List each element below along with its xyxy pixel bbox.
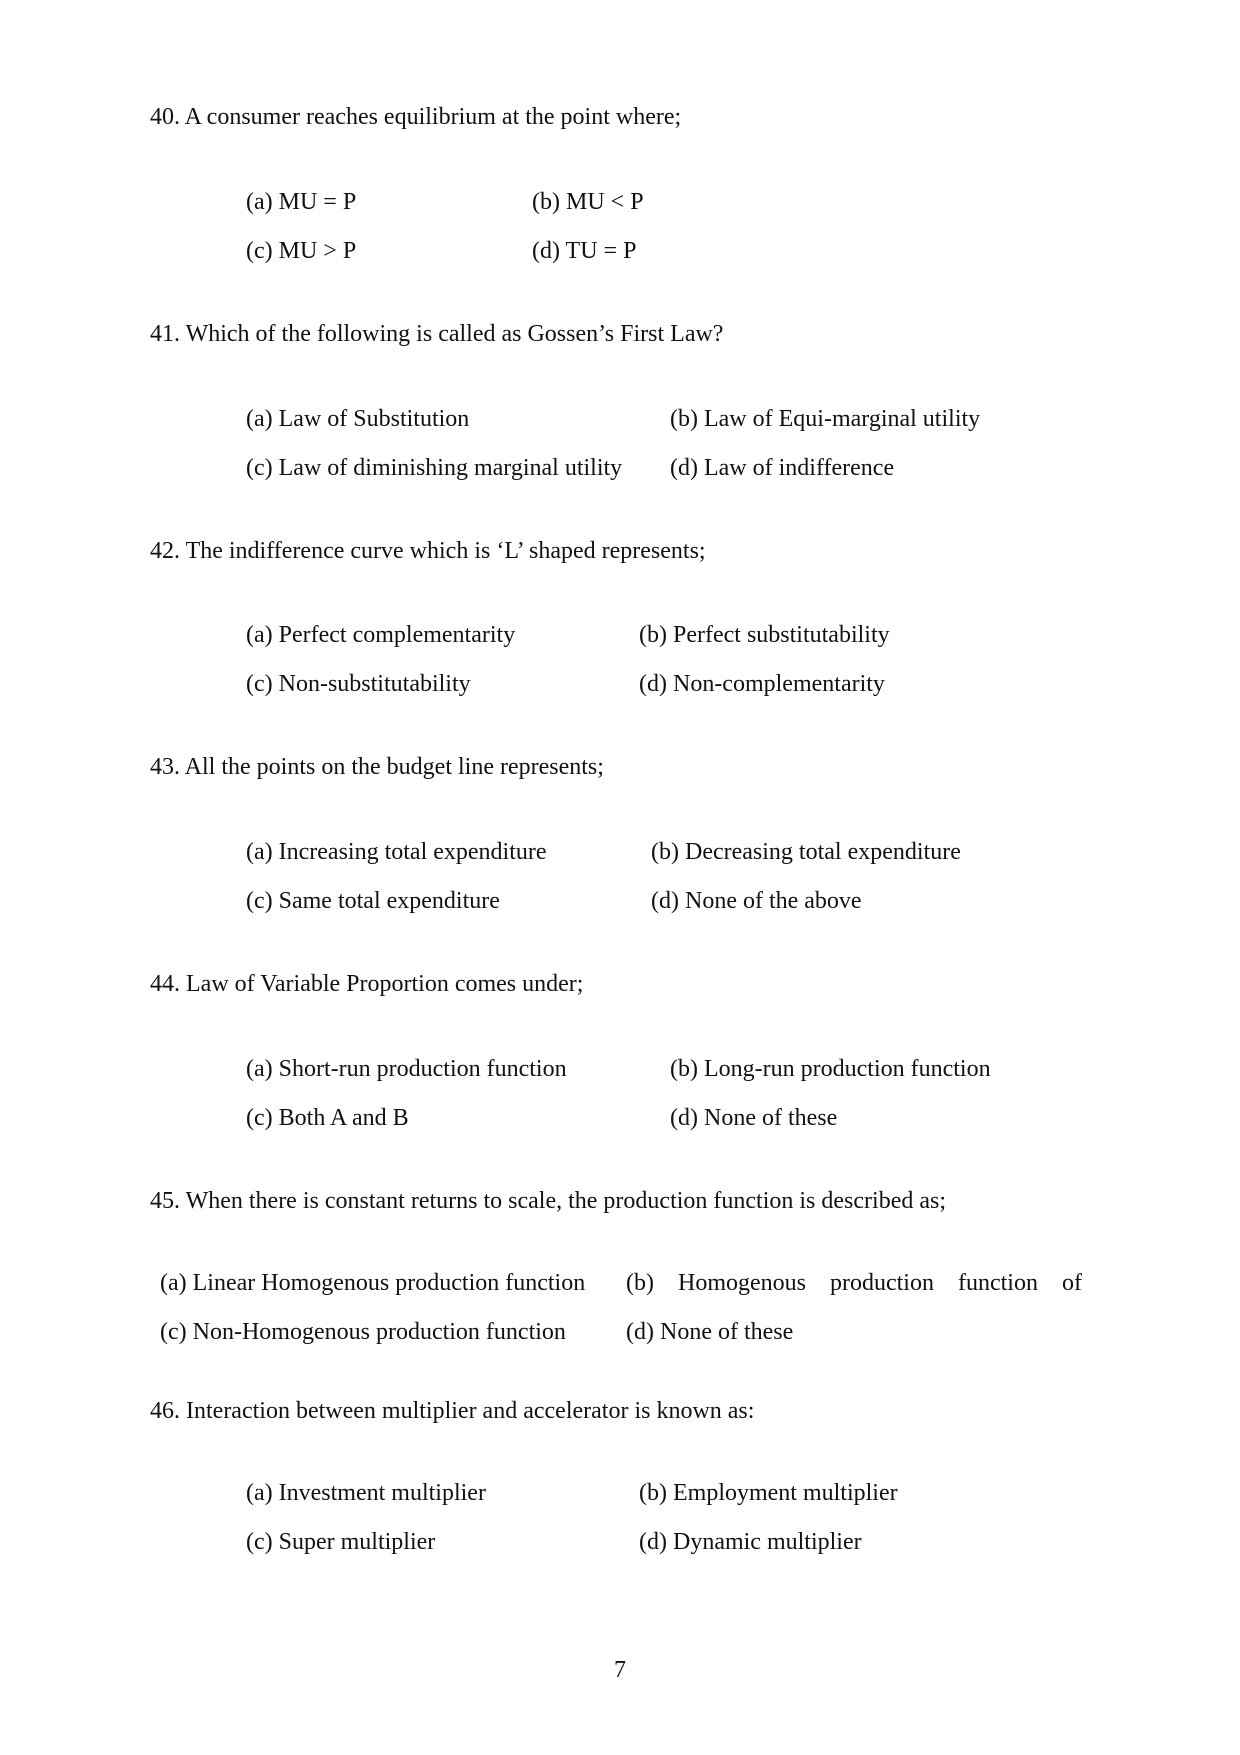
q44-option-d: (d) None of these [670, 1105, 838, 1131]
q40-option-a: (a) MU = P [246, 189, 357, 215]
question-43: 43. All the points on the budget line represents; [150, 754, 604, 780]
q41-option-d: (d) Law of indifference [670, 455, 895, 481]
q45-option-b-word: function [957, 1270, 1038, 1296]
q45-option-b-word: production [829, 1270, 934, 1296]
q46-option-a: (a) Investment multiplier [246, 1480, 486, 1506]
question-46: 46. Interaction between multiplier and accelerator is known as: [150, 1398, 755, 1424]
q45-option-b-word: Homogenous [677, 1270, 806, 1296]
q46-option-c: (c) Super multiplier [246, 1529, 436, 1555]
q46-option-d: (d) Dynamic multiplier [639, 1529, 862, 1555]
q45-option-b-word: (b) [626, 1270, 654, 1296]
q46-option-b: (b) Employment multiplier [639, 1480, 898, 1506]
q43-option-c: (c) Same total expenditure [246, 888, 500, 914]
q41-option-b: (b) Law of Equi-marginal utility [670, 406, 981, 432]
q45-option-c: (c) Non-Homogenous production function [160, 1319, 566, 1345]
q45-option-b-word: of [1061, 1270, 1082, 1296]
q44-option-c: (c) Both A and B [246, 1105, 409, 1131]
q45-option-d: (d) None of these [626, 1319, 794, 1345]
q40-option-b: (b) MU < P [532, 189, 644, 215]
q40-option-d: (d) TU = P [532, 238, 637, 264]
q42-option-d: (d) Non-complementarity [639, 671, 885, 697]
question-44: 44. Law of Variable Proportion comes under; [150, 971, 584, 997]
q44-option-a: (a) Short-run production function [246, 1056, 567, 1082]
q42-option-a: (a) Perfect complementarity [246, 622, 516, 648]
q45-option-a: (a) Linear Homogenous production function [160, 1270, 586, 1296]
question-40: 40. A consumer reaches equilibrium at the point where; [150, 104, 682, 130]
q43-option-a: (a) Increasing total expenditure [246, 839, 547, 865]
page-number: 7 [614, 1657, 626, 1683]
q43-option-d: (d) None of the above [651, 888, 862, 914]
question-45: 45. When there is constant returns to scale, the production function is described as; [150, 1188, 947, 1214]
q41-option-a: (a) Law of Substitution [246, 406, 470, 432]
q42-option-c: (c) Non-substitutability [246, 671, 471, 697]
q40-option-c: (c) MU > P [246, 238, 357, 264]
q44-option-b: (b) Long-run production function [670, 1056, 991, 1082]
q43-option-b: (b) Decreasing total expenditure [651, 839, 961, 865]
question-42: 42. The indifference curve which is ‘L’ shaped represents; [150, 538, 706, 564]
q41-option-c: (c) Law of diminishing marginal utility [246, 455, 623, 481]
q42-option-b: (b) Perfect substitutability [639, 622, 890, 648]
q45-option-b [626, 1268, 1082, 1298]
question-41: 41. Which of the following is called as Gossen’s First Law? [150, 321, 724, 347]
